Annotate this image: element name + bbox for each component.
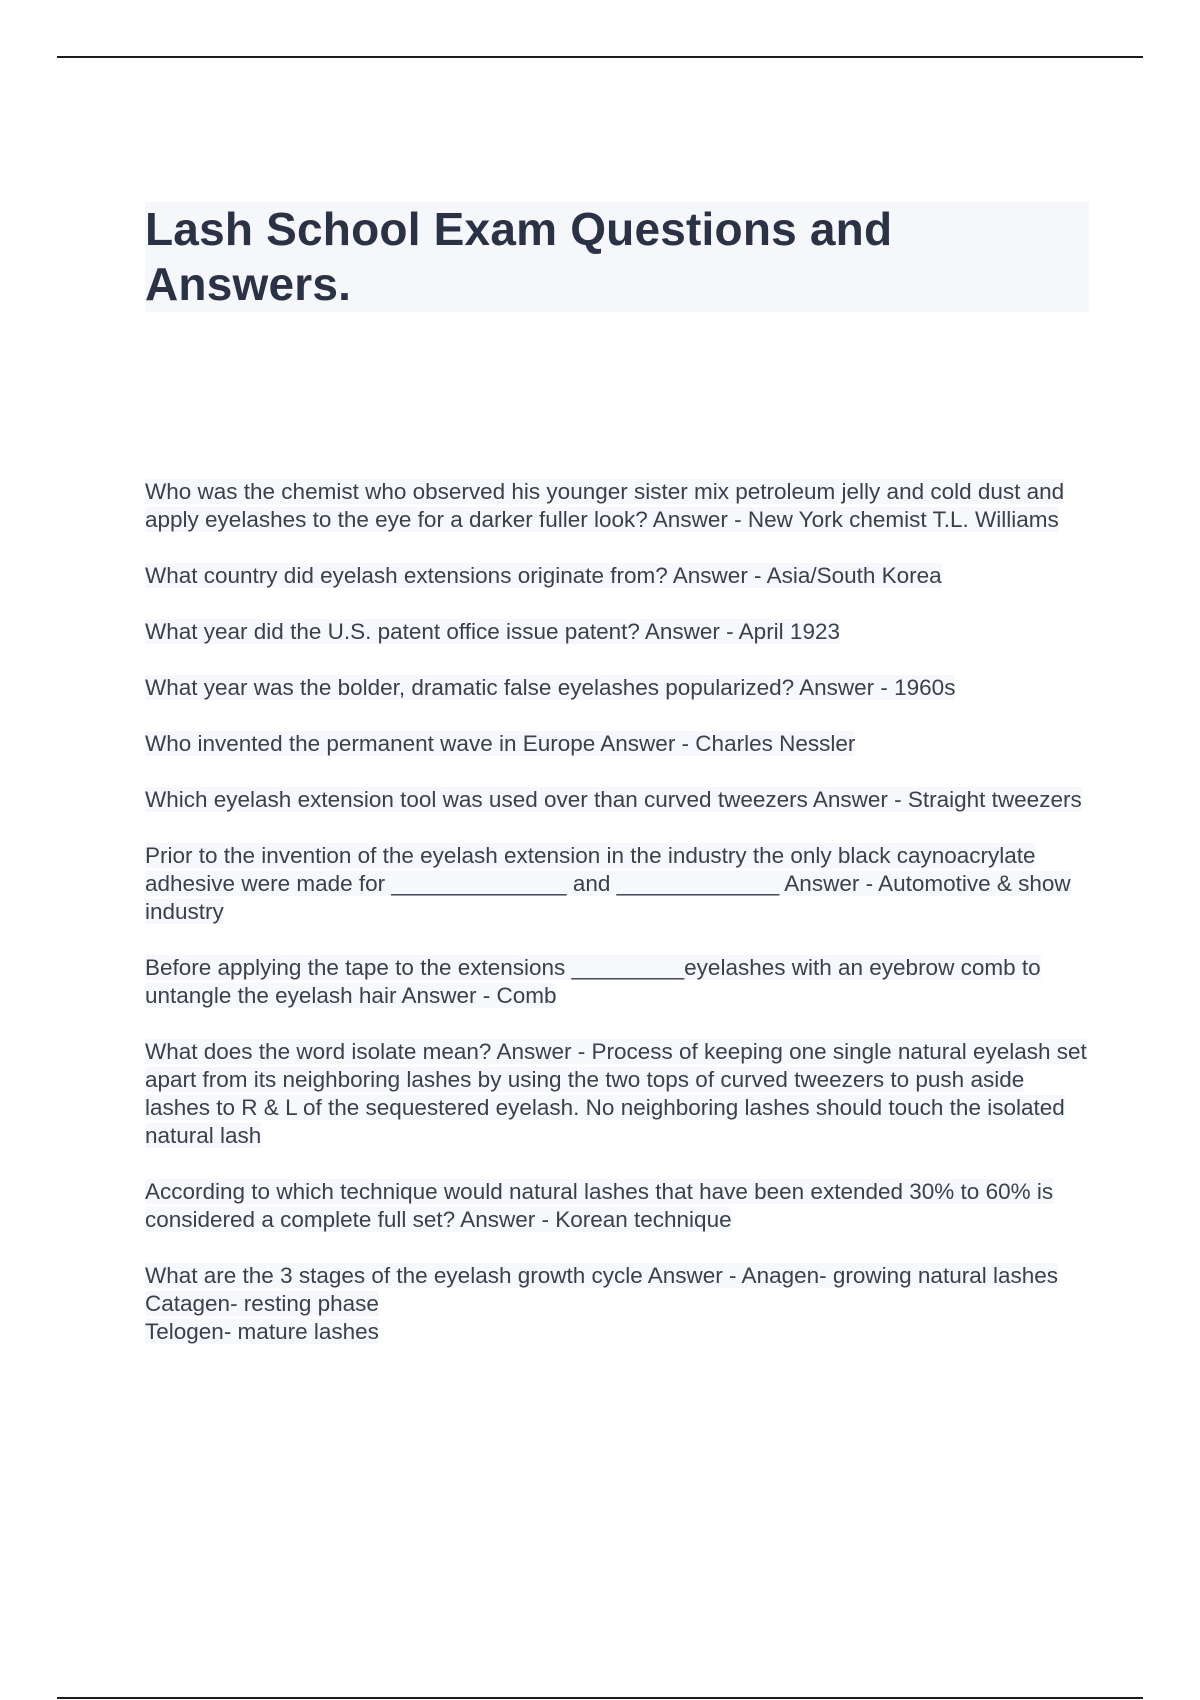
qa-item-text: What are the 3 stages of the eyelash growth cycle Answer - Anagen- growing natural lashes Catagen- resting phase Telogen- mature lashes xyxy=(145,1263,1059,1344)
qa-item-text: What does the word isolate mean? Answer - Process of keeping one single natural eyelash set apart from its neighboring lashes by using the two tops of curved tweezers to push aside lashes to R & L of the sequestered eyelash. No neighboring lashes should touch the isolated natural lash xyxy=(145,1039,1087,1148)
qa-item-text: Who invented the permanent wave in Europe Answer - Charles Nessler xyxy=(145,731,856,756)
qa-item xyxy=(145,730,1095,758)
qa-item xyxy=(145,786,1095,814)
qa-item-text: What country did eyelash extensions originate from? Answer - Asia/South Korea xyxy=(145,563,942,588)
qa-item xyxy=(145,1178,1095,1234)
qa-item-text: Who was the chemist who observed his younger sister mix petroleum jelly and cold dust and apply eyelashes to the eye for a darker fuller look? Answer - New York chemist T.L. Williams xyxy=(145,479,1065,532)
qa-list xyxy=(145,478,1095,1374)
top-rule xyxy=(57,56,1143,58)
bottom-rule xyxy=(57,1697,1143,1699)
qa-item xyxy=(145,674,1095,702)
qa-item xyxy=(145,1038,1095,1150)
qa-item-text: What year did the U.S. patent office issue patent? Answer - April 1923 xyxy=(145,619,840,644)
qa-item-text: According to which technique would natural lashes that have been extended 30% to 60% is considered a complete full set? Answer - Korean technique xyxy=(145,1179,1054,1232)
qa-item-text: Prior to the invention of the eyelash extension in the industry the only black caynoacrylate adhesive were made for ______________ and _____________ Answer - Automotive & show industry xyxy=(145,843,1071,924)
qa-item xyxy=(145,562,1095,590)
qa-item xyxy=(145,618,1095,646)
page-title: Lash School Exam Questions and Answers. xyxy=(145,203,893,310)
qa-item xyxy=(145,954,1095,1010)
qa-item-text: Which eyelash extension tool was used over than curved tweezers Answer - Straight tweezers xyxy=(145,787,1082,812)
qa-item xyxy=(145,478,1095,534)
qa-item-text: What year was the bolder, dramatic false eyelashes popularized? Answer - 1960s xyxy=(145,675,956,700)
title-block xyxy=(145,202,1089,312)
qa-item xyxy=(145,842,1095,926)
qa-item xyxy=(145,1262,1095,1346)
qa-item-text: Before applying the tape to the extensions _________eyelashes with an eyebrow comb to untangle the eyelash hair Answer - Comb xyxy=(145,955,1041,1008)
